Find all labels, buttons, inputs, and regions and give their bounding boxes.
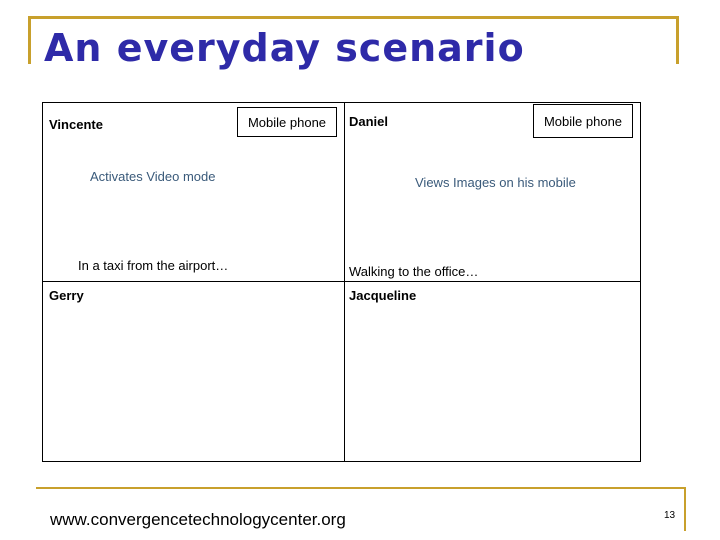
bottom-accent-line [36,487,686,489]
grid-vertical-divider [344,103,345,461]
location-text-daniel: Walking to the office… [349,264,479,279]
grid-horizontal-divider [43,281,640,282]
bottom-right-accent-line [684,487,686,531]
person-name-daniel: Daniel [349,114,389,129]
location-text-vincente: In a taxi from the airport… [78,258,229,273]
person-name-vincente: Vincente [49,117,103,132]
footer-url: www.convergencetechnologycenter.org [50,510,346,529]
slide-title: An everyday scenario [44,26,525,70]
device-box-daniel: Mobile phone [533,104,633,138]
person-name-gerry: Gerry [49,288,84,303]
right-accent-line [676,16,679,64]
scenario-grid [42,102,641,462]
device-box-vincente: Mobile phone [237,107,337,137]
action-text-daniel: Views Images on his mobile [415,175,576,190]
action-text-vincente: Activates Video mode [90,169,216,184]
person-name-jacqueline: Jacqueline [349,288,417,303]
left-accent-line [28,16,31,64]
top-accent-line [28,16,678,19]
page-number: 13 [664,510,676,521]
